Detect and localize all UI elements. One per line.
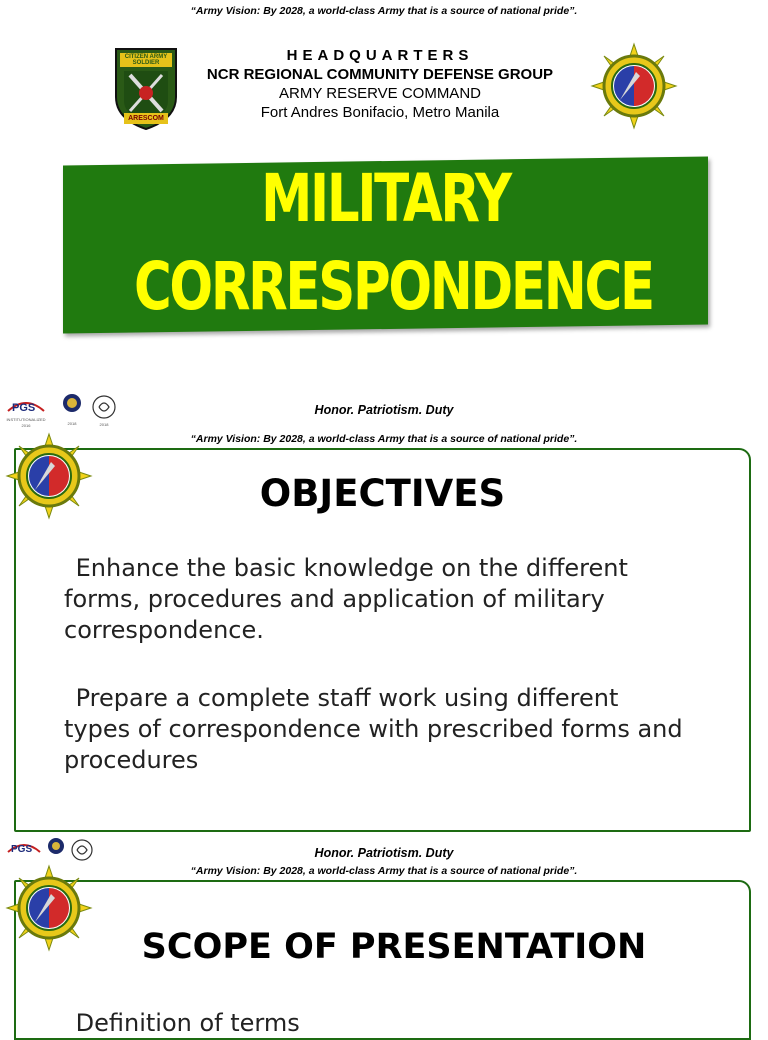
iso-year: 2018 [99, 422, 109, 427]
slide2-vision: “Army Vision: By 2028, a world-class Army that is a source of national pride”. [190, 865, 578, 877]
objective-item-2 [40, 683, 740, 776]
objectives-heading: OBJECTIVES [259, 472, 506, 515]
slide1-motto: Honor. Patriotism. Duty [314, 403, 454, 417]
objective-1-line-2: forms, procedures and application of military [64, 585, 605, 613]
location-name: Fort Andres Bonifacio, Metro Manila [260, 104, 500, 121]
objective-1-line-1: Enhance the basic knowledge on the different [68, 554, 628, 582]
hq-title: HEADQUARTERS [286, 47, 474, 64]
unit-name: NCR REGIONAL COMMUNITY DEFENSE GROUP [206, 66, 554, 83]
governance-year: 2018 [67, 421, 77, 426]
objective-2-line-1: Prepare a complete staff work using different [68, 684, 619, 712]
objective-2-line-3: procedures [64, 746, 199, 774]
pgs-year: 2016 [21, 423, 31, 428]
pgs-logo-2-text: PGS [11, 844, 33, 855]
headquarters-block [195, 46, 565, 122]
pgs-caption: INSTITUTIONALIZED [6, 417, 46, 422]
shield-bottom-text: ARESCOM [128, 115, 164, 122]
rcdg-sun-seal-logo [590, 42, 678, 130]
objective-1-line-3: correspondence. [64, 616, 264, 644]
objective-item-1 [40, 553, 740, 646]
title-line-1: MILITARY [261, 160, 510, 237]
scope-item-1-text: Definition of terms [68, 1009, 300, 1037]
vision-statement: “Army Vision: By 2028, a world-class Army that is a source of national pride”. [190, 5, 578, 17]
command-name: ARMY RESERVE COMMAND [279, 85, 481, 102]
title-banner-text [133, 155, 653, 331]
objective-2-line-2: types of correspondence with prescribed forms and [64, 715, 683, 743]
title-line-2: CORRESPONDENCE [133, 248, 653, 325]
arescom-shield-logo [110, 45, 182, 131]
shield-top-text: CITIZEN ARMY SOLDIER [124, 54, 168, 66]
slide2-motto: Honor. Patriotism. Duty [314, 846, 454, 860]
slide1-vision: “Army Vision: By 2028, a world-class Army that is a source of national pride”. [190, 433, 578, 445]
scope-heading: SCOPE OF PRESENTATION [141, 927, 647, 967]
pgs-logo-text: PGS [12, 402, 36, 414]
